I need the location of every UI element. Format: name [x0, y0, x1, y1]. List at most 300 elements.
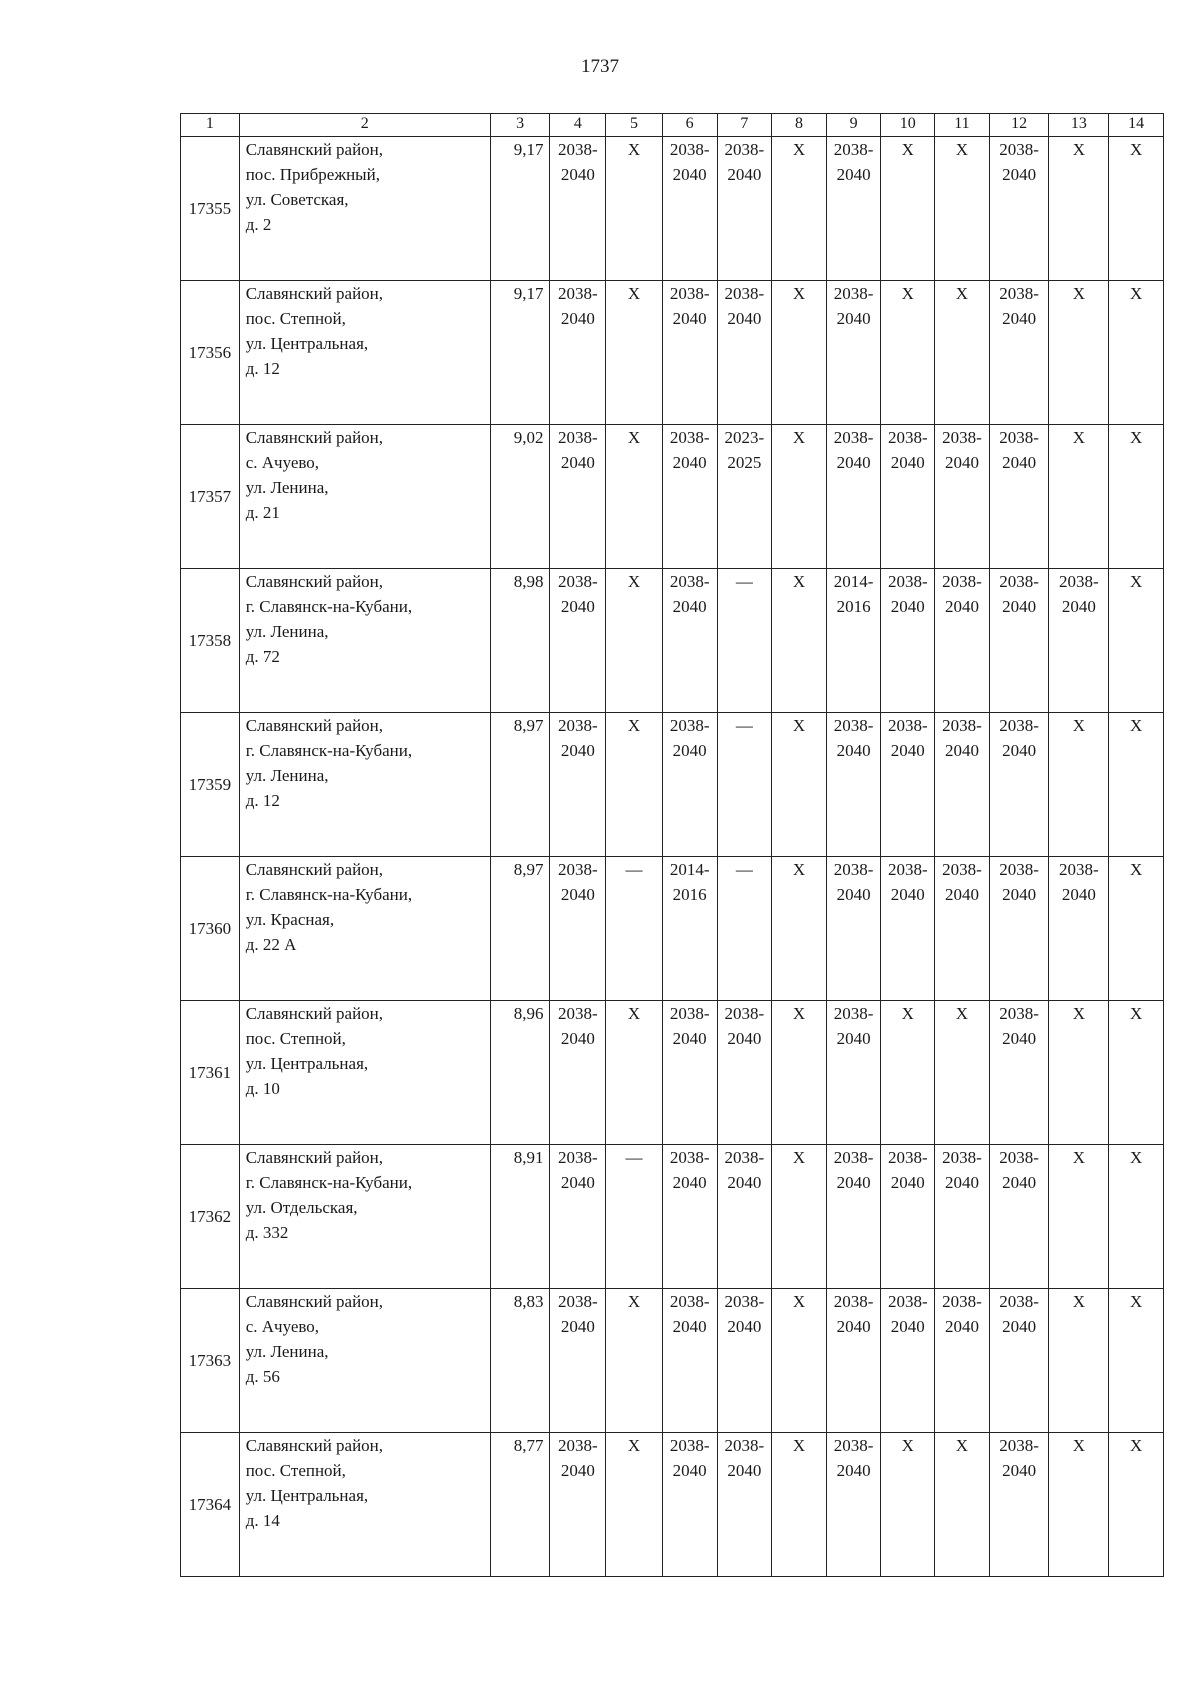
period-cell-col-5 [606, 281, 663, 425]
period-text: 2040 [560, 309, 595, 328]
address-line: ул. Ленина, [245, 1342, 329, 1361]
address-cell [239, 425, 490, 569]
address-cell [239, 857, 490, 1001]
period-cell-col-11 [935, 1433, 990, 1577]
header-cell-4: 4 [550, 114, 606, 137]
period-text: 2038- [942, 860, 982, 879]
period-text: 2040 [836, 1173, 871, 1192]
period-cell-col-14 [1109, 1433, 1164, 1577]
period-text: 2016 [672, 885, 707, 904]
address-line: пос. Степной, [245, 309, 346, 328]
address-line: д. 21 [245, 503, 280, 522]
period-cell-col-11 [935, 569, 990, 713]
header-row [181, 114, 1164, 137]
value-cell: 9,17 [490, 281, 550, 425]
period-text: X [1072, 284, 1085, 303]
table-body [181, 137, 1164, 1577]
period-text: X [627, 572, 641, 591]
address-cell [239, 569, 490, 713]
period-text: 2040 [560, 885, 595, 904]
period-text: X [1072, 1004, 1085, 1023]
period-text: 2040 [836, 1317, 871, 1336]
period-text: 2014- [833, 572, 874, 591]
period-text: 2040 [727, 309, 762, 328]
value-cell: 8,77 [490, 1433, 550, 1577]
period-cell-col-14 [1109, 857, 1164, 1001]
period-cell-col-5 [606, 857, 663, 1001]
address-cell [239, 713, 490, 857]
period-cell-col-4 [550, 281, 606, 425]
period-text: 2040 [672, 309, 707, 328]
period-text: 2038- [669, 140, 710, 159]
header-cell-3: 3 [490, 114, 550, 137]
period-text: 2038- [999, 1004, 1039, 1023]
address-line: с. Ачуево, [245, 1317, 320, 1336]
address-line: пос. Прибрежный, [245, 165, 380, 184]
period-cell-col-8 [772, 425, 827, 569]
period-cell-col-8 [772, 569, 827, 713]
period-cell-col-13 [1049, 1001, 1109, 1145]
period-cell-col-13 [1049, 857, 1109, 1001]
address-line: ул. Центральная, [245, 334, 369, 353]
period-cell-col-13 [1049, 713, 1109, 857]
period-text: 2038- [999, 1292, 1039, 1311]
period-cell-col-7 [717, 713, 772, 857]
address-line: Славянский район, [245, 572, 384, 591]
period-text: 2038- [999, 1436, 1039, 1455]
period-text: X [627, 1004, 641, 1023]
period-cell-col-5 [606, 425, 663, 569]
period-cell-col-13 [1049, 1289, 1109, 1433]
period-cell-col-10 [881, 713, 935, 857]
period-text: 2038- [942, 1292, 982, 1311]
period-text: 2038- [557, 716, 598, 735]
period-text: 2040 [1002, 741, 1037, 760]
period-text: — [625, 860, 643, 879]
header-cell-6: 6 [662, 114, 717, 137]
address-line: д. 12 [245, 791, 280, 810]
period-text: 2038- [887, 716, 928, 735]
table-row [181, 1433, 1164, 1577]
address-cell [239, 1145, 490, 1289]
period-text: 2038- [557, 140, 598, 159]
period-text: 2038- [887, 1292, 928, 1311]
period-cell-col-10 [881, 1433, 935, 1577]
address-line: г. Славянск-на-Кубани, [245, 1173, 413, 1192]
period-cell-col-8 [772, 1433, 827, 1577]
period-text: 2038- [833, 1148, 874, 1167]
period-text: X [1072, 1292, 1085, 1311]
header-cell-14: 14 [1109, 114, 1164, 137]
period-text: X [627, 1436, 641, 1455]
period-cell-col-5 [606, 1145, 663, 1289]
value-cell: 8,97 [490, 713, 550, 857]
table-row [181, 713, 1164, 857]
period-cell-col-9 [826, 1289, 881, 1433]
period-text: 2038- [942, 428, 982, 447]
period-cell-col-11 [935, 425, 990, 569]
period-cell-col-4 [550, 1145, 606, 1289]
period-text: 2040 [944, 885, 979, 904]
address-cell [239, 281, 490, 425]
period-text: 2040 [560, 1461, 595, 1480]
period-cell-col-12 [989, 713, 1049, 857]
period-text: 2038- [1059, 860, 1099, 879]
period-text: 2040 [672, 1317, 707, 1336]
period-text: X [1129, 428, 1143, 447]
period-text: X [955, 140, 969, 159]
address-line: с. Ачуево, [245, 453, 320, 472]
period-text: — [735, 860, 753, 879]
period-cell-col-5 [606, 569, 663, 713]
period-text: X [792, 1148, 806, 1167]
period-cell-col-7 [717, 1433, 772, 1577]
period-text: X [1072, 428, 1085, 447]
period-cell-col-4 [550, 137, 606, 281]
period-text: — [735, 716, 753, 735]
address-line: Славянский район, [245, 860, 384, 879]
period-cell-col-5 [606, 137, 663, 281]
period-cell-col-13 [1049, 281, 1109, 425]
period-text: 2038- [669, 1148, 710, 1167]
table-row [181, 1289, 1164, 1433]
period-text: X [627, 716, 641, 735]
period-text: 2038- [557, 860, 598, 879]
period-cell-col-8 [772, 1145, 827, 1289]
address-line: Славянский район, [245, 1436, 384, 1455]
period-text: 2040 [727, 165, 762, 184]
period-text: X [792, 572, 806, 591]
period-text: X [955, 1004, 969, 1023]
value-cell: 8,83 [490, 1289, 550, 1433]
period-text: 2040 [1002, 309, 1037, 328]
period-text: 2038- [669, 1004, 710, 1023]
period-text: 2040 [1002, 1173, 1037, 1192]
table-row [181, 569, 1164, 713]
header-cell-2: 2 [239, 114, 490, 137]
period-cell-col-7 [717, 857, 772, 1001]
address-line: Славянский район, [245, 716, 384, 735]
period-text: X [792, 716, 806, 735]
period-text: 2038- [999, 1148, 1039, 1167]
header-cell-10: 10 [881, 114, 935, 137]
period-text: 2038- [833, 1436, 874, 1455]
period-text: 2040 [890, 453, 925, 472]
period-text: 2040 [890, 1317, 925, 1336]
period-text: 2040 [1002, 1461, 1037, 1480]
header-cell-1: 1 [181, 114, 240, 137]
period-cell-col-4 [550, 857, 606, 1001]
period-cell-col-5 [606, 1001, 663, 1145]
period-text: 2038- [557, 428, 598, 447]
address-line: ул. Центральная, [245, 1486, 369, 1505]
period-text: 2038- [724, 1436, 765, 1455]
period-text: X [1129, 1436, 1143, 1455]
period-text: X [1129, 1004, 1143, 1023]
period-text: 2040 [1061, 597, 1096, 616]
period-text: X [627, 428, 641, 447]
period-cell-col-4 [550, 569, 606, 713]
row-number-cell: 17360 [181, 857, 240, 1001]
period-cell-col-7 [717, 1001, 772, 1145]
address-line: ул. Советская, [245, 190, 349, 209]
period-text: 2040 [944, 453, 979, 472]
period-cell-col-10 [881, 137, 935, 281]
header-cell-13: 13 [1049, 114, 1109, 137]
address-line: д. 56 [245, 1367, 280, 1386]
period-cell-col-14 [1109, 137, 1164, 281]
period-cell-col-10 [881, 425, 935, 569]
period-cell-col-11 [935, 857, 990, 1001]
period-text: 2023- [724, 428, 765, 447]
period-text: X [955, 1436, 969, 1455]
address-line: г. Славянск-на-Кубани, [245, 885, 413, 904]
row-number-cell: 17361 [181, 1001, 240, 1145]
period-text: 2038- [724, 1292, 765, 1311]
row-number-cell: 17362 [181, 1145, 240, 1289]
period-cell-col-5 [606, 1433, 663, 1577]
period-text: X [1129, 1148, 1143, 1167]
period-text: 2038- [669, 284, 710, 303]
period-text: 2038- [669, 572, 710, 591]
period-cell-col-8 [772, 1289, 827, 1433]
period-text: X [1129, 284, 1143, 303]
period-text: 2040 [560, 1317, 595, 1336]
address-cell [239, 1433, 490, 1577]
period-text: 2038- [1059, 572, 1099, 591]
period-cell-col-11 [935, 1145, 990, 1289]
address-line: ул. Отдельская, [245, 1198, 358, 1217]
period-text: 2038- [557, 1436, 598, 1455]
period-text: 2040 [672, 597, 707, 616]
period-cell-col-12 [989, 1145, 1049, 1289]
period-text: X [1129, 860, 1143, 879]
table-row [181, 1145, 1164, 1289]
period-cell-col-13 [1049, 137, 1109, 281]
period-text: X [1129, 140, 1143, 159]
period-text: 2038- [887, 572, 928, 591]
period-text: 2040 [836, 309, 871, 328]
period-text: X [955, 284, 969, 303]
period-cell-col-12 [989, 281, 1049, 425]
period-cell-col-7 [717, 1145, 772, 1289]
address-line: ул. Ленина, [245, 622, 329, 641]
address-line: д. 332 [245, 1223, 289, 1242]
period-text: X [627, 1292, 641, 1311]
period-text: 2038- [942, 1148, 982, 1167]
period-text: X [792, 284, 806, 303]
period-text: 2038- [557, 572, 598, 591]
address-line: г. Славянск-на-Кубани, [245, 741, 413, 760]
page-number: 1737 [581, 56, 619, 77]
period-cell-col-10 [881, 1001, 935, 1145]
period-text: 2038- [669, 428, 710, 447]
period-text: X [1072, 140, 1085, 159]
table-header [181, 114, 1164, 137]
period-cell-col-14 [1109, 281, 1164, 425]
period-text: X [792, 1292, 806, 1311]
period-text: 2040 [672, 453, 707, 472]
address-line: Славянский район, [245, 284, 384, 303]
period-text: 2040 [672, 165, 707, 184]
period-cell-col-10 [881, 569, 935, 713]
period-text: 2038- [669, 716, 710, 735]
period-text: 2038- [724, 140, 765, 159]
period-text: 2040 [944, 1173, 979, 1192]
period-text: 2040 [560, 1173, 595, 1192]
period-text: X [792, 428, 806, 447]
period-text: 2038- [999, 140, 1039, 159]
address-line: пос. Степной, [245, 1461, 346, 1480]
period-text: 2040 [560, 1029, 595, 1048]
period-cell-col-12 [989, 857, 1049, 1001]
address-line: д. 12 [245, 359, 280, 378]
period-text: 2038- [942, 716, 982, 735]
period-text: 2038- [942, 572, 982, 591]
period-text: X [627, 284, 641, 303]
table-row [181, 425, 1164, 569]
period-cell-col-8 [772, 137, 827, 281]
period-text: 2038- [833, 284, 874, 303]
period-cell-col-6 [662, 713, 717, 857]
period-cell-col-6 [662, 1433, 717, 1577]
period-text: X [1072, 716, 1085, 735]
period-text: 2038- [833, 1004, 874, 1023]
period-cell-col-9 [826, 1145, 881, 1289]
period-text: 2038- [557, 1148, 598, 1167]
address-line: д. 22 А [245, 935, 297, 954]
period-text: 2040 [672, 1173, 707, 1192]
period-text: 2040 [727, 1029, 762, 1048]
period-text: 2038- [833, 428, 874, 447]
period-cell-col-12 [989, 1001, 1049, 1145]
row-number-cell: 17355 [181, 137, 240, 281]
period-text: X [901, 140, 914, 159]
period-text: 2040 [890, 1173, 925, 1192]
period-cell-col-9 [826, 1001, 881, 1145]
period-text: 2038- [887, 860, 928, 879]
period-cell-col-5 [606, 713, 663, 857]
period-cell-col-14 [1109, 1289, 1164, 1433]
period-text: 2038- [833, 1292, 874, 1311]
address-line: г. Славянск-на-Кубани, [245, 597, 413, 616]
period-cell-col-8 [772, 857, 827, 1001]
table-row [181, 137, 1164, 281]
period-text: 2038- [557, 284, 598, 303]
period-cell-col-14 [1109, 1145, 1164, 1289]
row-number-cell: 17364 [181, 1433, 240, 1577]
period-text: 2040 [890, 741, 925, 760]
row-number-cell: 17356 [181, 281, 240, 425]
period-text: 2014- [669, 860, 710, 879]
period-cell-col-11 [935, 137, 990, 281]
period-cell-col-12 [989, 1289, 1049, 1433]
period-text: 2040 [1002, 1029, 1037, 1048]
period-text: 2038- [999, 284, 1039, 303]
period-cell-col-9 [826, 137, 881, 281]
period-text: 2040 [672, 1029, 707, 1048]
table-row [181, 281, 1164, 425]
period-text: 2040 [944, 1317, 979, 1336]
period-text: 2038- [669, 1292, 710, 1311]
period-text: X [901, 1436, 914, 1455]
period-cell-col-6 [662, 1001, 717, 1145]
period-text: X [792, 1004, 806, 1023]
period-text: 2040 [890, 885, 925, 904]
period-text: 2040 [890, 597, 925, 616]
period-cell-col-11 [935, 1001, 990, 1145]
period-cell-col-6 [662, 1289, 717, 1433]
period-cell-col-4 [550, 1001, 606, 1145]
period-cell-col-9 [826, 425, 881, 569]
period-cell-col-11 [935, 713, 990, 857]
period-cell-col-4 [550, 713, 606, 857]
row-number-cell: 17357 [181, 425, 240, 569]
address-cell [239, 1001, 490, 1145]
period-text: 2040 [944, 597, 979, 616]
value-cell: 8,97 [490, 857, 550, 1001]
period-cell-col-6 [662, 857, 717, 1001]
period-cell-col-11 [935, 1289, 990, 1433]
period-cell-col-10 [881, 1145, 935, 1289]
address-line: Славянский район, [245, 1292, 384, 1311]
address-line: пос. Степной, [245, 1029, 346, 1048]
period-cell-col-7 [717, 137, 772, 281]
period-text: 2016 [836, 597, 871, 616]
row-number-cell: 17359 [181, 713, 240, 857]
value-cell: 8,98 [490, 569, 550, 713]
value-cell: 8,91 [490, 1145, 550, 1289]
register-table [180, 113, 1164, 1577]
table-row [181, 1001, 1164, 1145]
row-number-cell: 17363 [181, 1289, 240, 1433]
period-cell-col-6 [662, 137, 717, 281]
period-cell-col-6 [662, 425, 717, 569]
address-line: ул. Красная, [245, 910, 335, 929]
header-cell-7: 7 [717, 114, 772, 137]
period-cell-col-11 [935, 281, 990, 425]
period-text: 2038- [724, 1148, 765, 1167]
period-text: X [901, 284, 914, 303]
period-cell-col-14 [1109, 569, 1164, 713]
period-text: 2040 [672, 741, 707, 760]
period-text: 2040 [836, 741, 871, 760]
header-cell-5: 5 [606, 114, 663, 137]
address-line: Славянский район, [245, 1148, 384, 1167]
period-cell-col-7 [717, 569, 772, 713]
period-cell-col-7 [717, 281, 772, 425]
address-line: д. 14 [245, 1511, 280, 1530]
period-text: 2040 [836, 453, 871, 472]
period-cell-col-9 [826, 1433, 881, 1577]
period-text: 2040 [560, 741, 595, 760]
period-cell-col-13 [1049, 1433, 1109, 1577]
address-line: д. 10 [245, 1079, 280, 1098]
address-line: ул. Ленина, [245, 478, 329, 497]
period-text: X [1129, 716, 1143, 735]
header-cell-9: 9 [826, 114, 881, 137]
row-number-cell: 17358 [181, 569, 240, 713]
period-cell-col-8 [772, 281, 827, 425]
value-cell: 9,02 [490, 425, 550, 569]
address-cell [239, 137, 490, 281]
period-text: 2040 [836, 165, 871, 184]
period-cell-col-8 [772, 1001, 827, 1145]
period-text: 2040 [944, 741, 979, 760]
period-text: 2040 [672, 1461, 707, 1480]
period-text: 2040 [727, 1461, 762, 1480]
address-line: д. 2 [245, 215, 272, 234]
